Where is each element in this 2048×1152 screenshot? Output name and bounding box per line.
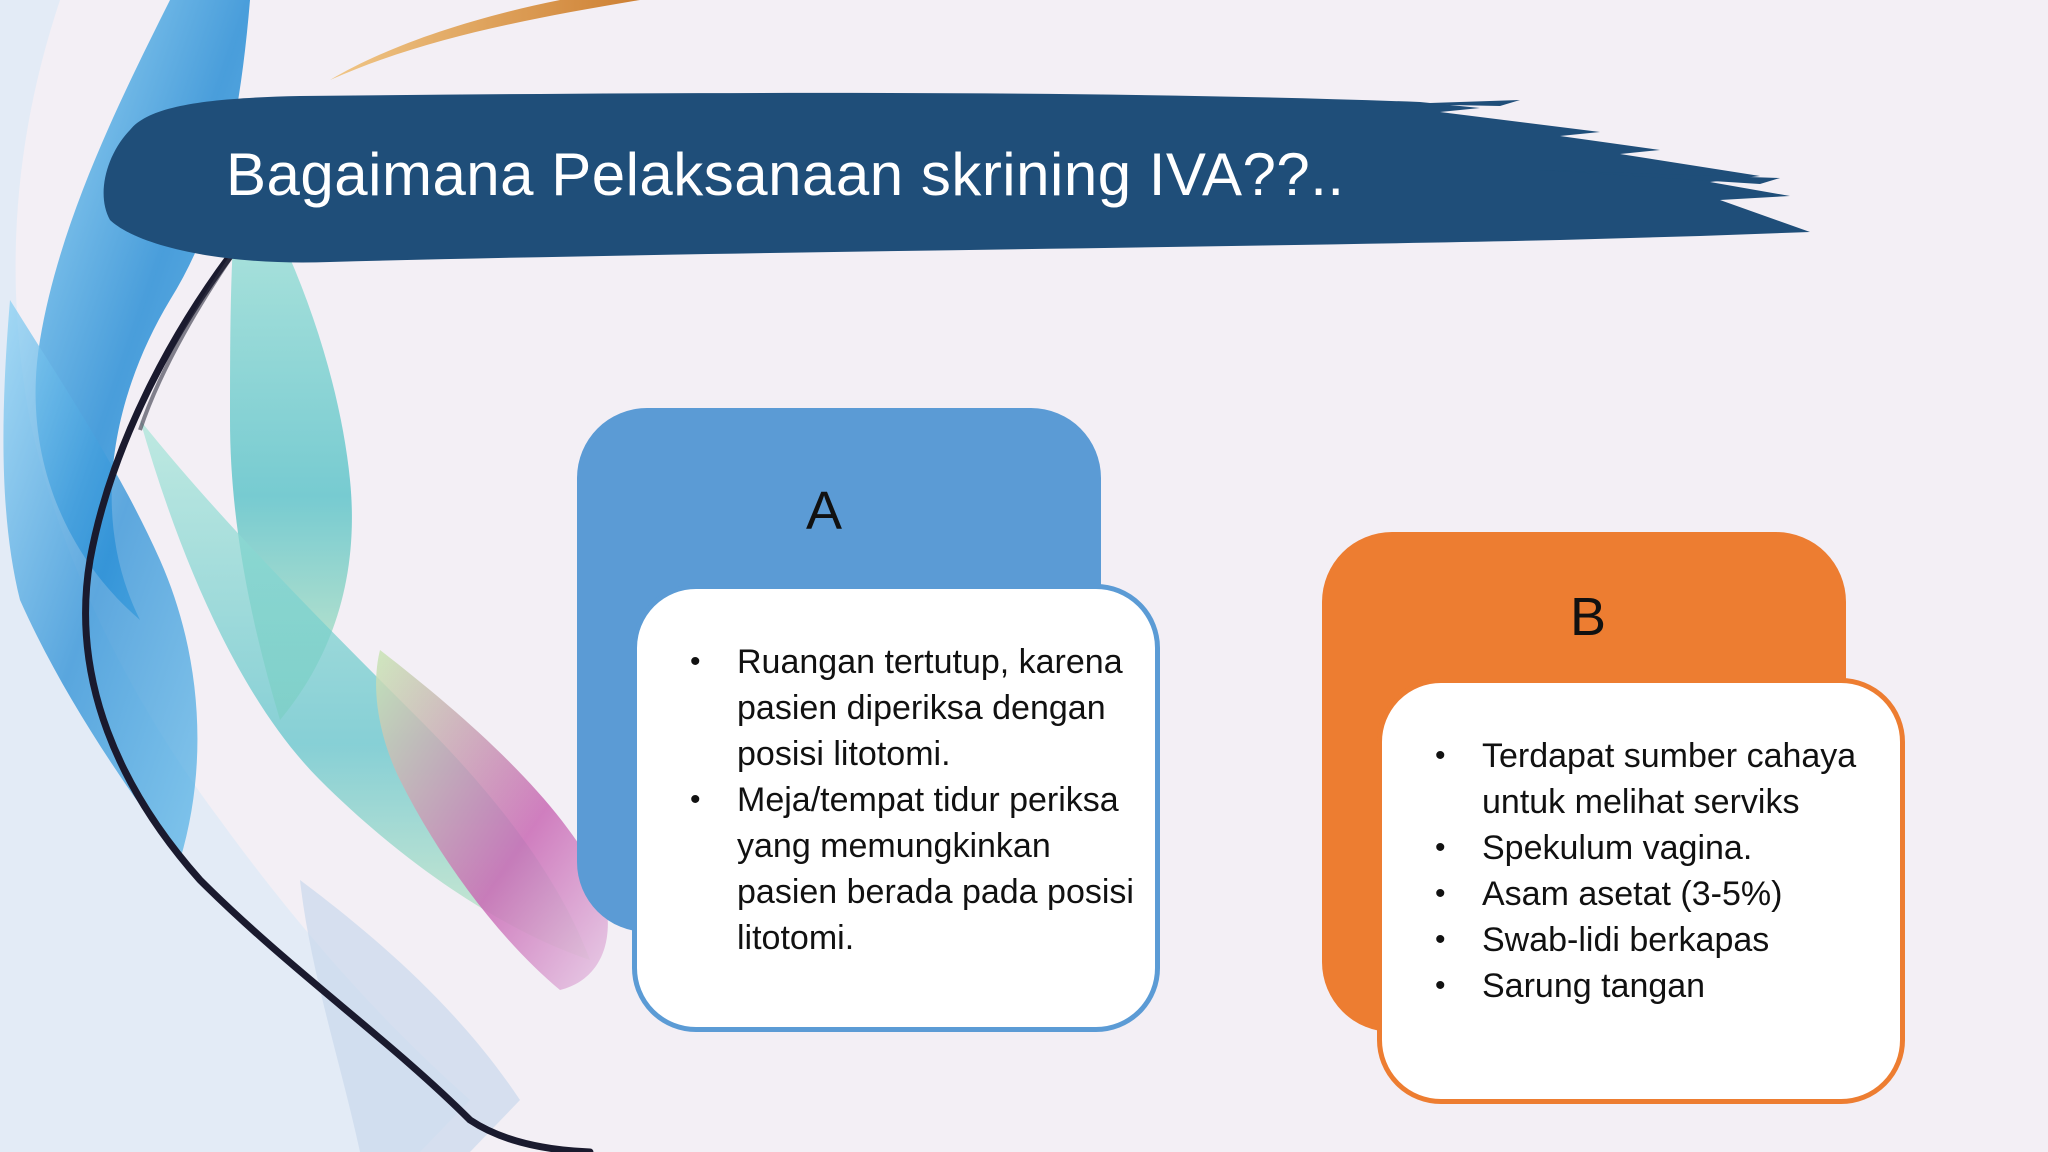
card-a-content-panel	[632, 584, 1160, 1032]
list-item: • Meja/tempat tidur periksa yang memungkinkan pasien berada pada posisi litotomi.	[682, 777, 1137, 961]
list-item: • Ruangan tertutup, karena pasien diperiksa dengan posisi litotomi.	[682, 639, 1137, 777]
card-b-bullet-list	[1427, 733, 1882, 1009]
list-item: • Terdapat sumber cahaya untuk melihat serviks	[1427, 733, 1882, 825]
card-a-heading: A	[806, 481, 843, 541]
list-item: • Sarung tangan	[1427, 963, 1882, 1009]
card-b-heading: B	[1570, 587, 1607, 647]
list-item: • Spekulum vagina.	[1427, 825, 1882, 871]
list-item: • Asam asetat (3-5%)	[1427, 871, 1882, 917]
list-item: • Swab-lidi berkapas	[1427, 917, 1882, 963]
card-a-bullet-list	[682, 639, 1137, 961]
card-b-content-panel	[1377, 678, 1905, 1104]
slide-title: Bagaimana Pelaksanaan skrining IVA??..	[226, 141, 1345, 208]
